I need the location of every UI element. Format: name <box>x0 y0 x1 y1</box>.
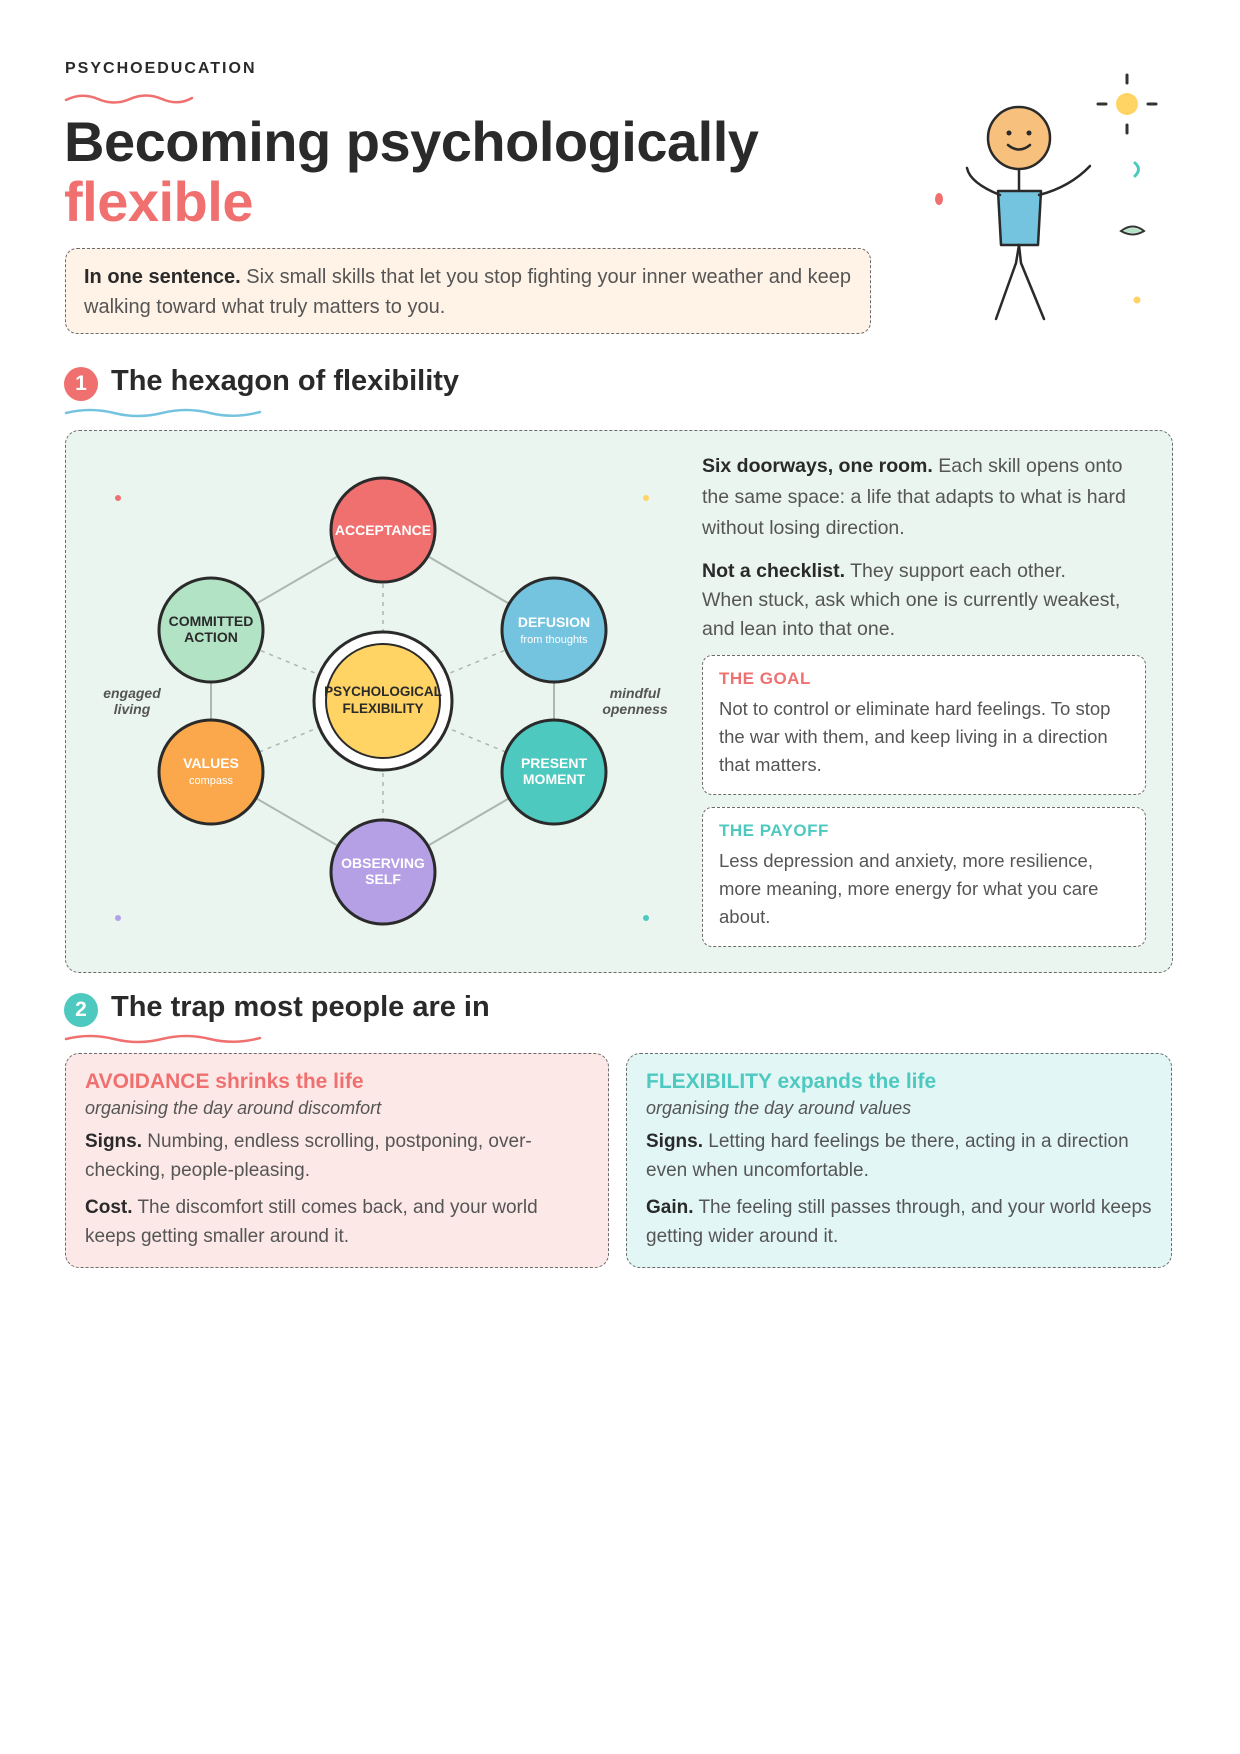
dot-decoration <box>643 495 649 501</box>
values-label: VALUES <box>183 755 239 771</box>
center-label-2: FLEXIBILITY <box>342 701 424 716</box>
defusion-label: DEFUSION <box>517 614 591 630</box>
dot-decoration <box>115 495 121 501</box>
avoidance-signs <box>85 1127 589 1185</box>
engaged-living-label-2: living <box>113 701 151 717</box>
acceptance-label: ACCEPTANCE <box>334 522 432 538</box>
hexagon-diagram <box>65 430 705 973</box>
avoidance-heading: AVOIDANCE shrinks the life <box>85 1070 364 1093</box>
section-1-underline <box>64 405 264 419</box>
dot-decoration <box>1134 297 1141 304</box>
summary-box <box>65 248 871 334</box>
avoidance-cost <box>85 1193 589 1251</box>
flexibility-gain-text: The feeling still passes through, and your world keeps getting wider around it. <box>646 1197 1152 1247</box>
page-title <box>64 112 758 232</box>
node-committed-action <box>159 578 263 682</box>
committed-label-2: ACTION <box>184 629 238 645</box>
node-observing-self <box>331 820 435 924</box>
mindful-openness-label-1: mindful <box>609 685 661 701</box>
avoidance-signs-lead: Signs. <box>85 1131 143 1152</box>
title-line-1: Becoming psychologically <box>64 110 759 173</box>
avoidance-subtitle: organising the day around discomfort <box>85 1098 382 1118</box>
section-number-2: 2 <box>64 993 98 1027</box>
title-line-2: flexible <box>64 170 253 233</box>
section-title-2: The trap most people are in <box>111 991 490 1023</box>
avoidance-cost-text: The discomfort still comes back, and your world keeps getting smaller around it. <box>85 1197 538 1247</box>
doorways-lead: Six doorways, one room. <box>702 455 933 477</box>
flexibility-subtitle: organising the day around values <box>646 1098 912 1118</box>
figure-icon <box>967 107 1090 319</box>
dot-decoration <box>115 915 121 921</box>
checklist-lead: Not a checklist. <box>702 560 846 582</box>
eyebrow-squiggle <box>64 90 194 106</box>
flexibility-heading: FLEXIBILITY expands the life <box>646 1070 937 1093</box>
flexibility-card <box>626 1053 1172 1268</box>
section-title-1: The hexagon of flexibility <box>111 365 460 397</box>
values-sub-label: compass <box>188 775 234 787</box>
flexibility-gain <box>646 1193 1152 1251</box>
goal-text: Not to control or eliminate hard feelings. To stop the war with them, and keep living in a direction that matters. <box>719 698 1111 775</box>
eyebrow-label: PSYCHOEDUCATION <box>65 60 257 77</box>
committed-label-1: COMMITTED <box>168 613 254 629</box>
node-psychological-flexibility <box>314 632 452 770</box>
observing-label-1: OBSERVING <box>341 855 425 871</box>
node-values <box>159 720 263 824</box>
avoidance-card <box>65 1053 609 1268</box>
goal-heading: THE GOAL <box>719 669 811 688</box>
section-2-underline <box>64 1031 264 1045</box>
payoff-text: Less depression and anxiety, more resilience, more meaning, more energy for what you care about. <box>719 850 1099 927</box>
doorways-paragraph <box>702 451 1152 544</box>
sparkle-arc <box>1135 163 1139 176</box>
checklist-paragraph <box>702 557 1122 644</box>
doorways-text: Each skill opens onto the same space: a life that adapts to what is hard without losing direction. <box>702 455 1126 539</box>
payoff-heading: THE PAYOFF <box>719 821 829 840</box>
dot-decoration <box>935 193 943 205</box>
dot-decoration <box>643 915 649 921</box>
section-number-1: 1 <box>64 367 98 401</box>
node-defusion <box>502 578 606 682</box>
flexibility-gain-lead: Gain. <box>646 1197 694 1218</box>
avoidance-signs-text: Numbing, endless scrolling, postponing, over-checking, people-pleasing. <box>85 1131 532 1181</box>
engaged-living-label-1: engaged <box>103 685 161 701</box>
stick-figure-illustration <box>920 65 1180 335</box>
goal-callout <box>702 655 1146 795</box>
flexibility-signs-lead: Signs. <box>646 1131 704 1152</box>
node-acceptance <box>331 478 435 582</box>
node-present-moment <box>502 720 606 824</box>
observing-label-2: SELF <box>365 871 401 887</box>
sun-icon <box>1098 75 1156 133</box>
summary-text: Six small skills that let you stop fighting your inner weather and keep walking toward what truly matters to you. <box>84 266 852 318</box>
avoidance-cost-lead: Cost. <box>85 1197 133 1218</box>
present-label-2: MOMENT <box>522 771 586 787</box>
checklist-text: They support each other. When stuck, ask which one is currently weakest, and lean into that one. <box>702 560 1121 640</box>
mindful-openness-label-2: openness <box>602 701 668 717</box>
flexibility-signs <box>646 1127 1152 1185</box>
center-label-1: PSYCHOLOGICAL <box>324 684 442 699</box>
summary-lead: In one sentence. <box>84 266 241 288</box>
defusion-sub-label: from thoughts <box>520 634 588 646</box>
present-label-1: PRESENT <box>520 755 588 771</box>
payoff-callout <box>702 807 1146 947</box>
flexibility-signs-text: Letting hard feelings be there, acting in a direction even when uncomfortable. <box>646 1131 1129 1181</box>
